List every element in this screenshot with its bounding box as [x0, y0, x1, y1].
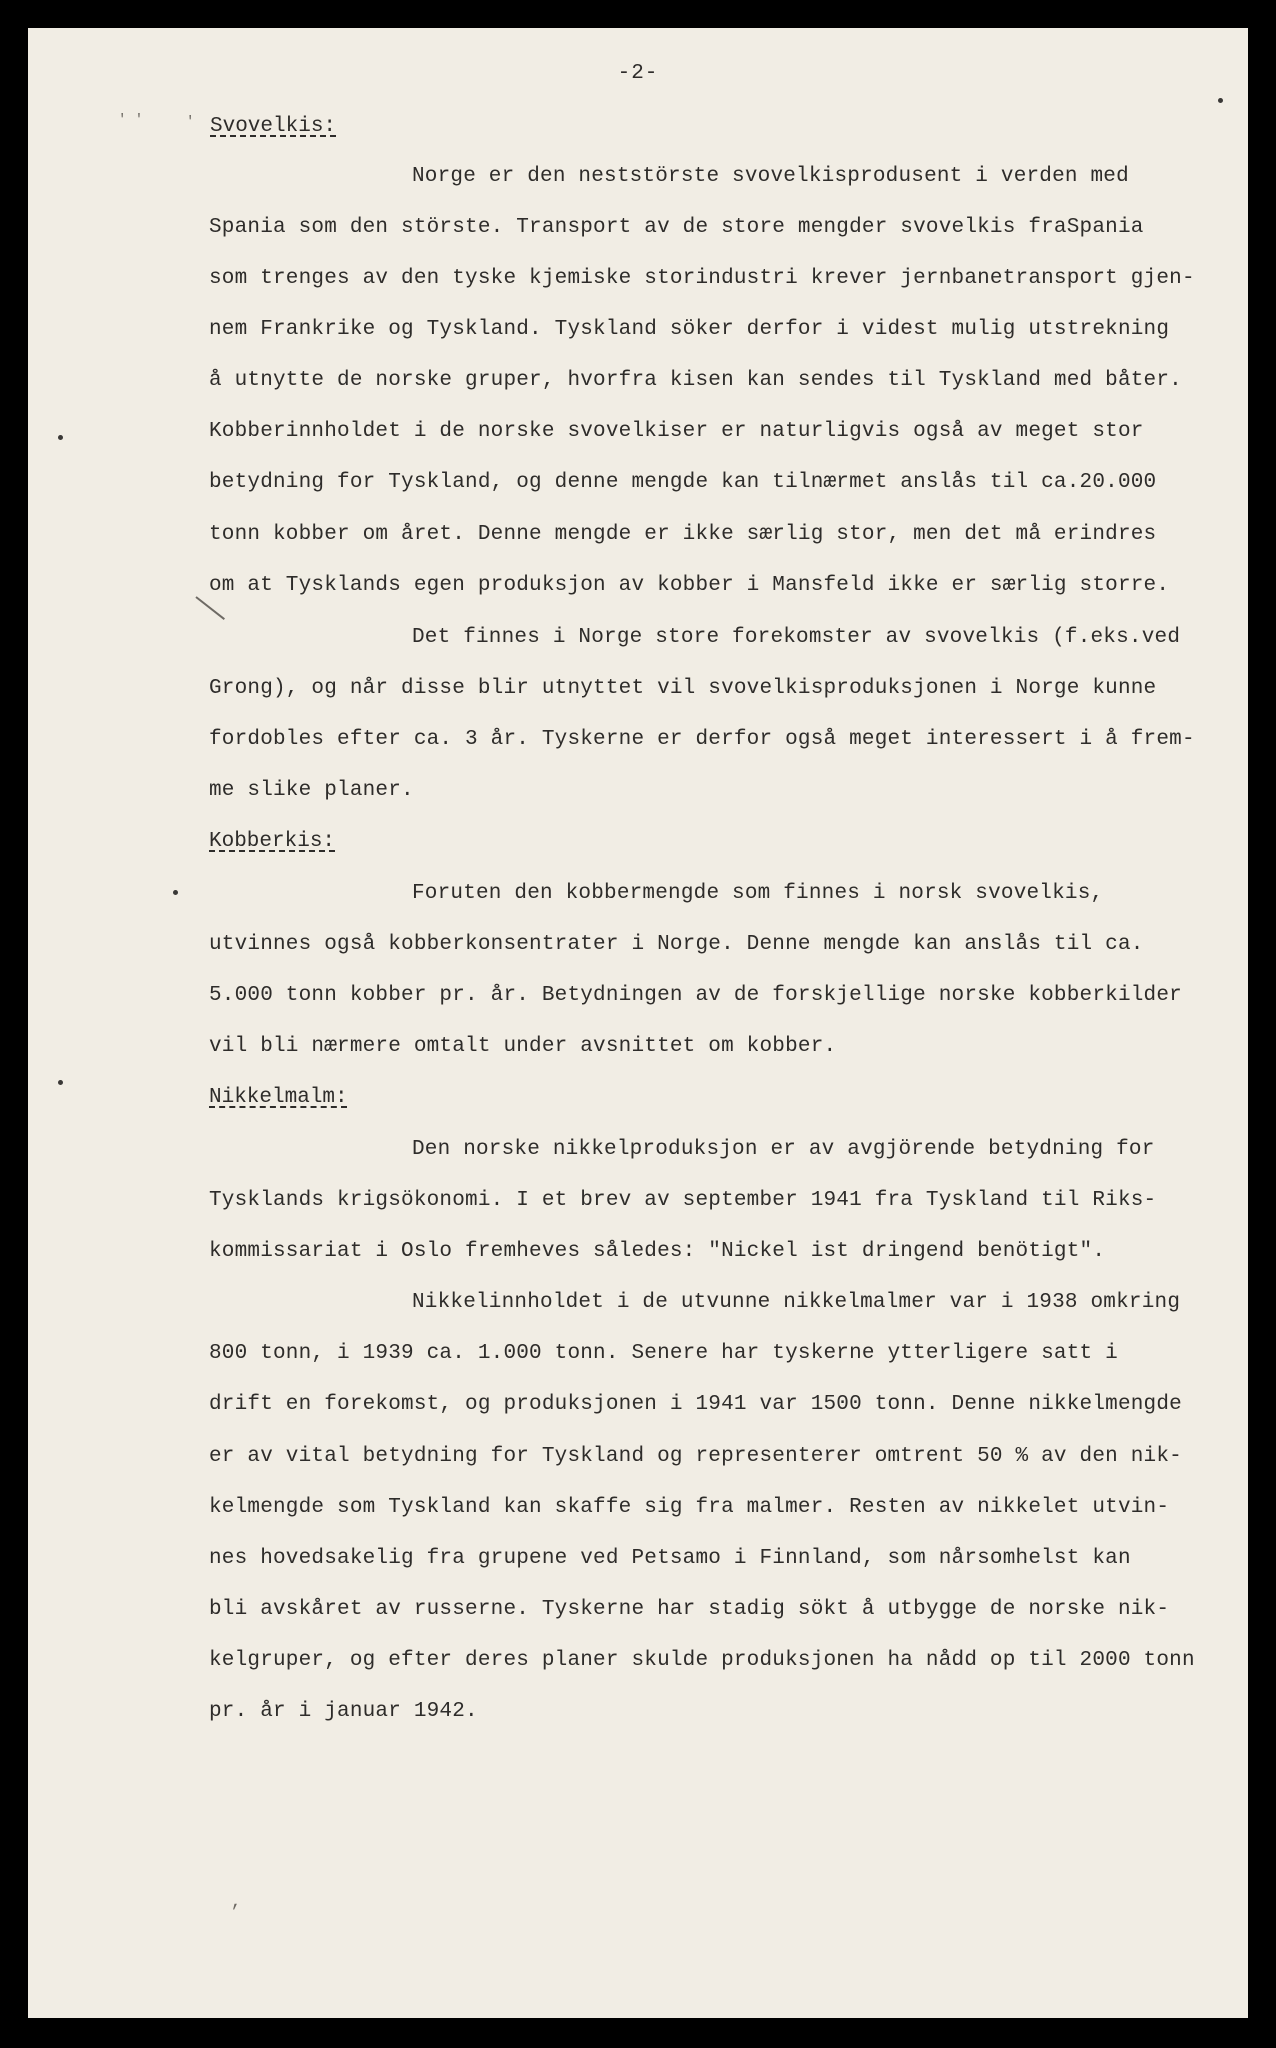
- text-line: betydning for Tyskland, og denne mengde kan tilnærmet anslås til ca.20.000: [209, 471, 1157, 494]
- section-heading-kobberkis: Kobberkis:: [209, 830, 336, 853]
- text-line: Nikkelinnholdet i de utvunne nikkelmalmer var i 1938 omkring: [412, 1291, 1181, 1314]
- margin-dot: [58, 435, 63, 440]
- text-line: kelgruper, og efter deres planer skulde produksjonen ha nådd op til 2000 tonn: [209, 1649, 1195, 1672]
- document-page: [28, 28, 1248, 2018]
- text-line: Den norske nikkelproduksjon er av avgjörende betydning for: [412, 1138, 1155, 1161]
- text-line: tonn kobber om året. Denne mengde er ikke særlig stor, men det må erindres: [209, 523, 1157, 546]
- text-line: 800 tonn, i 1939 ca. 1.000 tonn. Senere har tyskerne ytterligere satt i: [209, 1342, 1118, 1365]
- text-line: bli avskåret av russerne. Tyskerne har stadig sökt å utbygge de norske nik-: [209, 1598, 1170, 1621]
- margin-tick: ': [186, 114, 195, 130]
- text-line: er av vital betydning for Tyskland og representerer omtrent 50 % av den nik-: [209, 1445, 1182, 1468]
- text-line: å utnytte de norske gruper, hvorfra kisen kan sendes til Tyskland med båter.: [209, 369, 1182, 392]
- text-line: Grong), og når disse blir utnyttet vil svovelkisproduksjonen i Norge kunne: [209, 677, 1157, 700]
- text-line: nes hovedsakelig fra grupene ved Petsamo i Finnland, som nårsomhelst kan: [209, 1547, 1131, 1570]
- margin-tick: ' ': [118, 112, 144, 128]
- text-line: drift en forekomst, og produksjonen i 1941 var 1500 tonn. Denne nikkelmengde: [209, 1393, 1182, 1416]
- text-line: pr. år i januar 1942.: [209, 1700, 478, 1723]
- text-line: Spania som den störste. Transport av de store mengder svovelkis fraSpania: [209, 216, 1144, 239]
- text-line: Foruten den kobbermengde som finnes i norsk svovelkis,: [412, 882, 1104, 905]
- text-line: Norge er den neststörste svovelkisprodusent i verden med: [412, 165, 1129, 188]
- margin-tick: ‚: [230, 1892, 241, 1912]
- text-line: 5.000 tonn kobber pr. år. Betydningen av de forskjellige norske kobberkilder: [209, 984, 1182, 1007]
- text-line: kelmengde som Tyskland kan skaffe sig fra malmer. Resten av nikkelet utvin-: [209, 1496, 1170, 1519]
- section-heading-svovelkis: Svovelkis:: [210, 115, 337, 138]
- text-line: me slike planer.: [209, 779, 414, 802]
- margin-dot: [1218, 98, 1223, 103]
- pencil-stroke: [195, 596, 225, 620]
- text-line: Det finnes i Norge store forekomster av svovelkis (f.eks.ved: [412, 626, 1181, 649]
- text-line: Kobberinnholdet i de norske svovelkiser er naturligvis også av meget stor: [209, 420, 1144, 443]
- margin-dot: [58, 1080, 63, 1085]
- text-line: kommissariat i Oslo fremheves således: "Nickel ist dringend benötigt".: [209, 1240, 1106, 1263]
- text-line: vil bli nærmere omtalt under avsnittet om kobber.: [209, 1035, 837, 1058]
- section-heading-nikkelmalm: Nikkelmalm:: [209, 1086, 348, 1109]
- page-number: -2-: [617, 62, 659, 85]
- text-line: som trenges av den tyske kjemiske storindustri krever jernbanetransport gjen-: [209, 267, 1195, 290]
- text-line: om at Tysklands egen produksjon av kobber i Mansfeld ikke er særlig storre.: [209, 574, 1170, 597]
- text-line: utvinnes også kobberkonsentrater i Norge. Denne mengde kan anslås til ca.: [209, 933, 1144, 956]
- margin-dot: [173, 890, 178, 895]
- text-line: nem Frankrike og Tyskland. Tyskland söker derfor i videst mulig utstrekning: [209, 318, 1170, 341]
- text-line: Tysklands krigsökonomi. I et brev av september 1941 fra Tyskland til Riks-: [209, 1189, 1157, 1212]
- text-line: fordobles efter ca. 3 år. Tyskerne er derfor også meget interessert i å frem-: [209, 728, 1195, 751]
